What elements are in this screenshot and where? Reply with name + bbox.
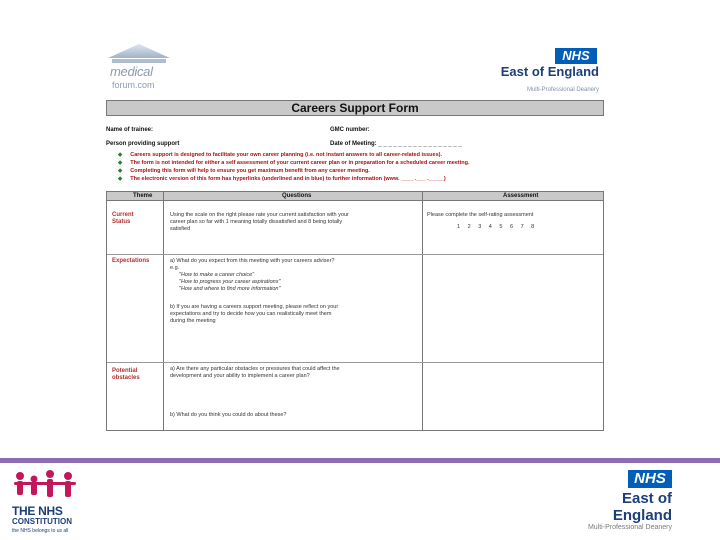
people-icon [12,470,80,504]
support-person-label: Person providing support [106,141,180,147]
question-expectations-a: a) What do you expect from this meeting with your careers adviser? e.g. [170,258,335,271]
rating-option[interactable]: 6 [509,224,514,230]
meeting-date-label [330,141,462,147]
theme-potential-obstacles: Potential obstacles [112,368,140,381]
trainee-name-label: Name of trainee: [106,127,154,133]
nhs-badge-top: NHS [555,48,597,64]
logo-line1: medical [110,64,153,79]
deanery-subtitle-bottom: Multi-Professional Deanery [587,524,672,531]
rating-option[interactable]: 7 [520,224,524,230]
header-assessment: Assessment [503,193,539,199]
bullet-item: ◆ Completing this form will help to ensure you get maximum benefit from any career meeting. [118,168,370,174]
question-obstacles-b: b) What do you think you could do about these? [170,412,287,418]
constitution-title: THE NHS [12,504,63,518]
rating-option[interactable]: 8 [531,224,535,230]
careers-support-table [106,191,604,431]
form-title: Careers Support Form [106,100,604,116]
footer-divider [0,458,720,463]
logo-line2: forum.com [112,80,155,90]
bullet-item: ◆ Careers support is designed to facilitate your own career planning (i.e. not instant answers to all career-related issues). [118,152,442,158]
header-questions: Questions [282,193,312,199]
gmc-number-label: GMC number: [330,127,370,133]
region-name-bottom: East of England [612,490,672,524]
expectation-examples: "How to make a career choice" "How to progress your career aspirations" "How and where to find more information" [179,272,281,292]
bullet-icon: ◆ [118,168,123,174]
header-theme: Theme [133,193,153,199]
meeting-date-text: Date of Meeting: [330,141,377,147]
meeting-date-blank[interactable]: _ _ _ _ _ _ _ _ _ _ _ _ _ _ _ _ _ [378,141,462,147]
bullet-item: ◆ The electronic version of this form has hyperlinks (underlined and in blue) to further information (www. ____ .___ ._____) [118,176,446,182]
rating-option[interactable]: 3 [478,224,482,230]
nhs-badge-bottom: NHS [628,470,672,488]
constitution-subtitle: CONSTITUTION [12,517,72,526]
rating-option[interactable]: 1 [457,224,461,230]
assessment-label: Please complete the self-rating assessment [427,212,534,218]
theme-expectations: Expectations [112,258,150,264]
question-obstacles-a: a) Are there any particular obstacles or pressures that could affect the development and your ability to implement a career plan? [170,366,340,379]
rating-option[interactable]: 2 [467,224,471,230]
bullet-item: ◆ The form is not intended for either a self assessment of your current career plan or in preparation for a scheduled career meeting. [118,160,470,166]
rating-option[interactable]: 5 [499,224,503,230]
table-header [107,192,603,201]
deanery-subtitle-top: Multi-Professional Deanery [526,87,599,93]
bullet-icon: ◆ [118,152,123,158]
question-expectations-b: b) If you are having a careers support meeting, please reflect on your expectations and try to decide how you can realistically meet them during the meeting [170,304,339,324]
theme-current-status: Current Status [112,212,134,225]
medical-forum-logo [108,44,170,90]
question-current-status: Using the scale on the right please rate your current satisfaction with your career plan so far with 1 meaning totally dissatisfied and 8 being totally satisfied [170,212,349,232]
region-name-top: East of England [500,64,599,79]
bullet-icon: ◆ [118,160,123,166]
rating-scale[interactable] [457,224,534,230]
building-roof-icon [108,44,170,58]
bullet-icon: ◆ [118,176,123,182]
constitution-tagline: the NHS belongs to us all [12,528,69,534]
rating-option[interactable]: 4 [488,224,492,230]
